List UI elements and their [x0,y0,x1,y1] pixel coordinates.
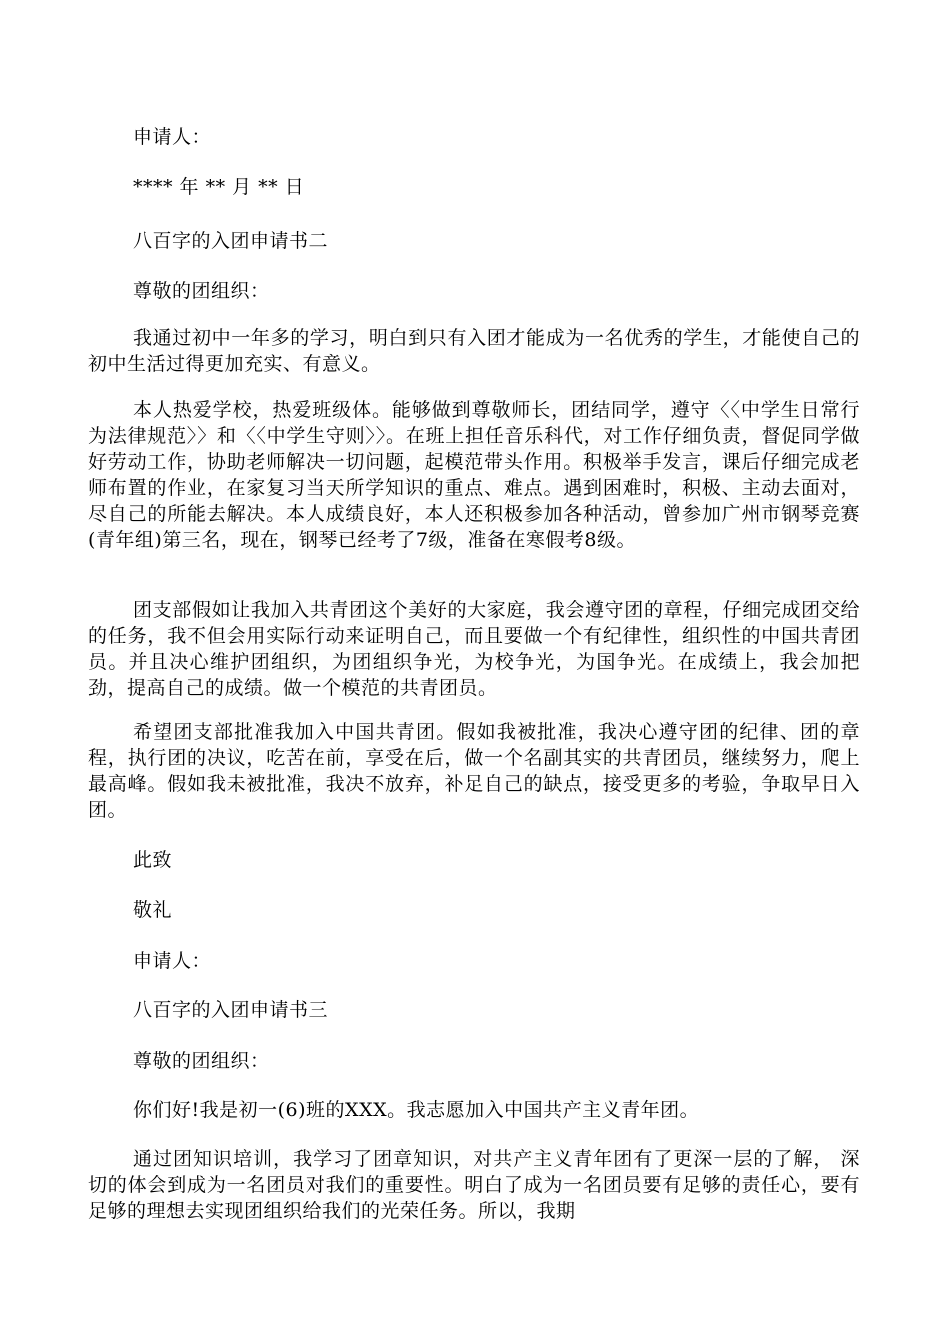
paragraph: 希望团支部批准我加入中国共青团。假如我被批准，我决心遵守团的纪律、团的章程，执行团的决议，吃苦在前，享受在后，做一个名副其实的共青团员，继续努力，爬上最高峰。假如我未被批准，我决不放弃，补足自己的缺点，接受更多的考验，争取早日入团。 [88,721,860,821]
section-title: 八百字的入团申请书二 [133,230,329,252]
closing-line: 此致 [133,849,173,871]
paragraph: 通过团知识培训，我学习了团章知识，对共产主义青年团有了更深一层的了解， 深切的体会到成为一名团员对我们的重要性。明白了成为一名团员要有足够的责任心，要有足够的理想去实现团组织给我们的光荣任务。所以，我期 [88,1148,860,1222]
date-line: **** 年 ** 月 ** 日 [133,176,305,198]
paragraph: 团支部假如让我加入共青团这个美好的大家庭，我会遵守团的章程，仔细完成团交给的任务，我不但会用实际行动来证明自己，而且要做一个有纪律性，组织性的中国共青团员。并且决心维护团组织，为团组织争光，为校争光，为国争光。在成绩上，我会加把劲，提高自己的成绩。做一个模范的共青团员。 [88,599,860,699]
applicant-label: 申请人： [133,950,212,972]
paragraph: 我通过初中一年多的学习，明白到只有入团才能成为一名优秀的学生，才能使自己的初中生活过得更加充实、有意义。 [88,327,860,375]
section-title: 八百字的入团申请书三 [133,999,329,1021]
applicant-label: 申请人： [133,126,212,148]
salutation: 尊敬的团组织： [133,280,270,302]
greeting-line: 你们好!我是初一(6)班的XXX。我志愿加入中国共产主义青年团。 [133,1099,700,1121]
salutation: 尊敬的团组织： [133,1050,270,1072]
paragraph: 本人热爱学校，热爱班级体。能够做到尊敬师长，团结同学，遵守〈〈中学生日常行为法律规范〉〉和〈〈中学生守则〉〉。在班上担任音乐科代，对工作仔细负责，督促同学做好劳动工作，协助老师解决一切问题，起模范带头作用。积极举手发言，课后仔细完成老师布置的作业，在家复习当天所学知识的重点、难点。遇到困难时，积极、主动去面对，尽自己的所能去解决。本人成绩良好，本人还积极参加各种活动，曾参加广州市钢琴竞赛(青年组)第三名，现在，钢琴已经考了7级，准备在寒假考8级。 [88,399,860,551]
closing-line: 敬礼 [133,899,173,921]
